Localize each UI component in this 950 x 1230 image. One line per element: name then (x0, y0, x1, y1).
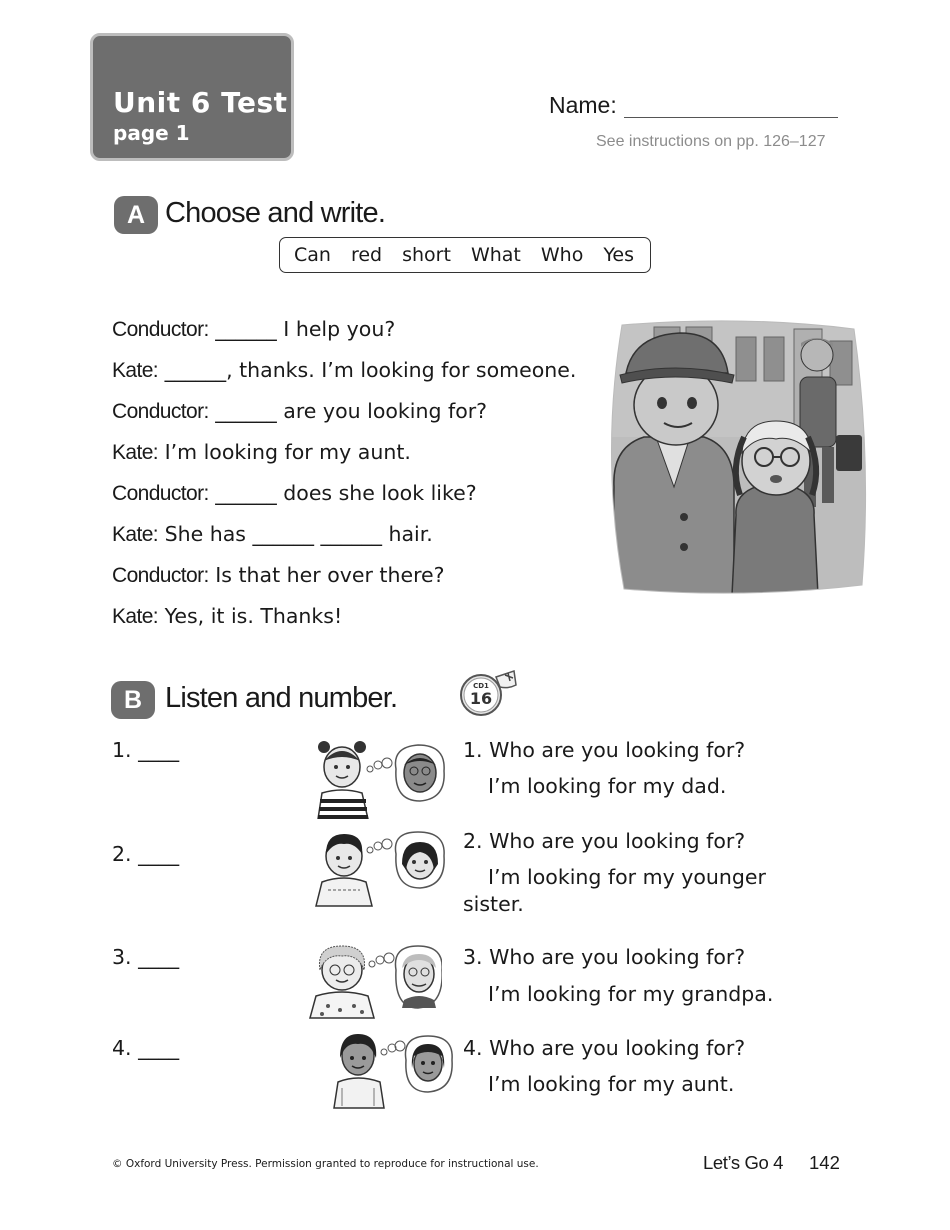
dialog-line (112, 358, 576, 383)
section-b-badge: B (111, 681, 155, 719)
question-line: 2. Who are you looking for? (463, 829, 746, 853)
section-b-title: Listen and number. (165, 682, 398, 714)
name-label: Name: (549, 92, 617, 118)
dialog-text: I’m looking for my aunt. (158, 440, 411, 464)
dialog-line (112, 563, 445, 588)
dialog-speaker: Kate: (112, 441, 159, 464)
word-bank-item: Can (294, 244, 331, 266)
word-bank-item: red (350, 244, 383, 266)
dialog-line (112, 317, 395, 342)
unit-title: Unit 6 Test (113, 86, 288, 119)
answer-line: I’m looking for my younger sister. (463, 865, 766, 916)
answer-line: I’m looking for my aunt. (488, 1072, 735, 1096)
word-bank-item: Yes (603, 244, 634, 266)
dialog-speaker: Conductor: (112, 400, 209, 423)
cd-track-number: 16 (469, 689, 493, 708)
book-title: Let’s Go 4 (703, 1152, 783, 1173)
page-number: 142 (809, 1152, 840, 1173)
answer-blank[interactable]: 1. ____ (112, 738, 180, 762)
word-bank-item: short (402, 244, 451, 266)
station-scene-illustration (604, 317, 870, 595)
dialog-line (112, 481, 477, 506)
unit-page-label: page 1 (113, 121, 190, 145)
answer-blank[interactable]: 3. ____ (112, 945, 180, 969)
dialog-line (112, 522, 433, 547)
girl-thinking-of-dad-picture (314, 739, 448, 819)
dialog-speaker: Conductor: (112, 318, 209, 341)
girl-thinking-of-aunt-picture (330, 1030, 464, 1110)
dialog-speaker: Conductor: (112, 564, 209, 587)
word-bank-item: Who (540, 244, 584, 266)
word-bank (279, 237, 651, 273)
word-bank-item: What (470, 244, 521, 266)
dialog-speaker: Conductor: (112, 482, 209, 505)
dialog-text: ______ does she look like? (208, 481, 477, 505)
answer-blank[interactable]: 4. ____ (112, 1036, 180, 1060)
boy-thinking-of-sister-picture (314, 830, 448, 910)
name-field[interactable] (624, 117, 838, 118)
cd-audio-icon (458, 669, 520, 717)
cd-label: CD1 (473, 682, 489, 690)
dialog-line (112, 399, 487, 424)
grandma-thinking-of-grandpa-picture (308, 940, 442, 1020)
dialog-text: ______ I help you? (208, 317, 396, 341)
dialog-text: She has ______ ______ hair. (158, 522, 433, 546)
dialog-text: Is that her over there? (208, 563, 445, 587)
dialog-line (112, 604, 342, 629)
dialog-speaker: Kate: (112, 359, 159, 382)
instructions-note: See instructions on pp. 126–127 (596, 133, 826, 150)
dialog-speaker: Kate: (112, 605, 159, 628)
question-line: 1. Who are you looking for? (463, 738, 746, 762)
answer-blank[interactable]: 2. ____ (112, 842, 180, 866)
section-a-title: Choose and write. (165, 197, 386, 229)
answer-line: I’m looking for my grandpa. (488, 982, 774, 1006)
answer-line: I’m looking for my dad. (488, 774, 727, 798)
dialog-line (112, 440, 411, 465)
dialog-speaker: Kate: (112, 523, 159, 546)
section-a-badge: A (114, 196, 158, 234)
dialog-text: ______, thanks. I’m looking for someone. (158, 358, 577, 382)
question-line: 4. Who are you looking for? (463, 1036, 746, 1060)
copyright-notice: © Oxford University Press. Permission granted to reproduce for instructional use. (112, 1158, 539, 1170)
question-line: 3. Who are you looking for? (463, 945, 746, 969)
dialog-text: Yes, it is. Thanks! (158, 604, 343, 628)
dialog-text: ______ are you looking for? (208, 399, 488, 423)
